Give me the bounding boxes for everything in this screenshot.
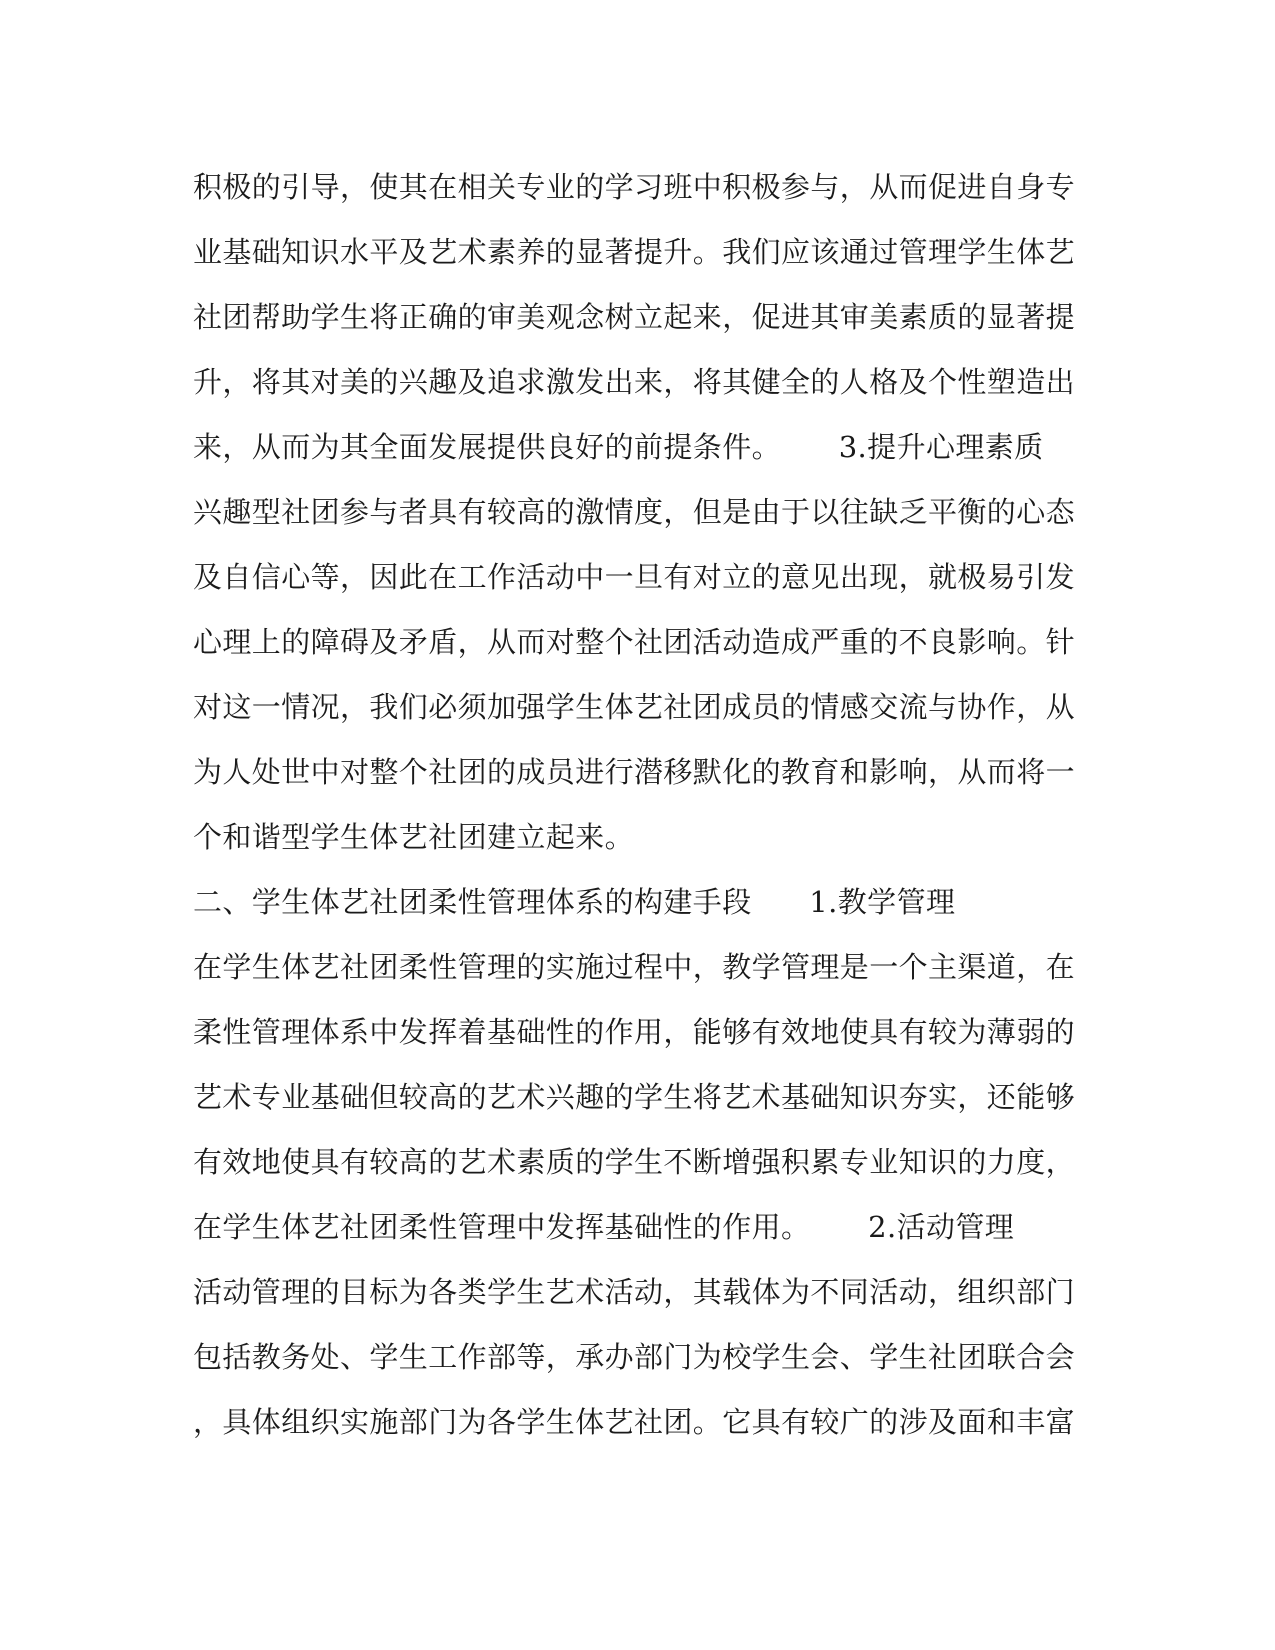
text-line: 来，从而为其全面发展提供良好的前提条件。 3.提升心理素质 <box>193 430 1044 464</box>
text-line: 兴趣型社团参与者具有较高的激情度，但是由于以往缺乏平衡的心态 <box>193 495 1076 529</box>
text-line: 包括教务处、学生工作部等，承办部门为校学生会、学生社团联合会 <box>193 1340 1076 1374</box>
text-line: 心理上的障碍及矛盾，从而对整个社团活动造成严重的不良影响。针 <box>193 625 1076 659</box>
text-line: 为人处世中对整个社团的成员进行潜移默化的教育和影响，从而将一 <box>193 755 1076 789</box>
text-line: 对这一情况，我们必须加强学生体艺社团成员的情感交流与协作，从 <box>193 690 1076 724</box>
text-line: 积极的引导，使其在相关专业的学习班中积极参与，从而促进自身专 <box>193 170 1076 204</box>
text-line: 在学生体艺社团柔性管理的实施过程中，教学管理是一个主渠道，在 <box>193 950 1076 984</box>
section-heading-line: 二、学生体艺社团柔性管理体系的构建手段 1.教学管理 <box>193 885 956 919</box>
text-line: 社团帮助学生将正确的审美观念树立起来，促进其审美素质的显著提 <box>193 300 1076 334</box>
text-line: 艺术专业基础但较高的艺术兴趣的学生将艺术基础知识夯实，还能够 <box>193 1080 1076 1114</box>
text-line: 及自信心等，因此在工作活动中一旦有对立的意见出现，就极易引发 <box>193 560 1076 594</box>
text-line: 活动管理的目标为各类学生艺术活动，其载体为不同活动，组织部门 <box>193 1275 1076 1309</box>
body-text <box>193 155 1076 1455</box>
text-line: 业基础知识水平及艺术素养的显著提升。我们应该通过管理学生体艺 <box>193 235 1076 269</box>
text-line: 柔性管理体系中发挥着基础性的作用，能够有效地使具有较为薄弱的 <box>193 1015 1076 1049</box>
text-line: ，具体组织实施部门为各学生体艺社团。它具有较广的涉及面和丰富 <box>193 1405 1076 1439</box>
text-line: 在学生体艺社团柔性管理中发挥基础性的作用。 2.活动管理 <box>193 1210 1015 1244</box>
text-line: 个和谐型学生体艺社团建立起来。 <box>193 820 635 854</box>
text-line: 升，将其对美的兴趣及追求激发出来，将其健全的人格及个性塑造出 <box>193 365 1076 399</box>
text-line: 有效地使具有较高的艺术素质的学生不断增强积累专业知识的力度， <box>193 1145 1076 1179</box>
